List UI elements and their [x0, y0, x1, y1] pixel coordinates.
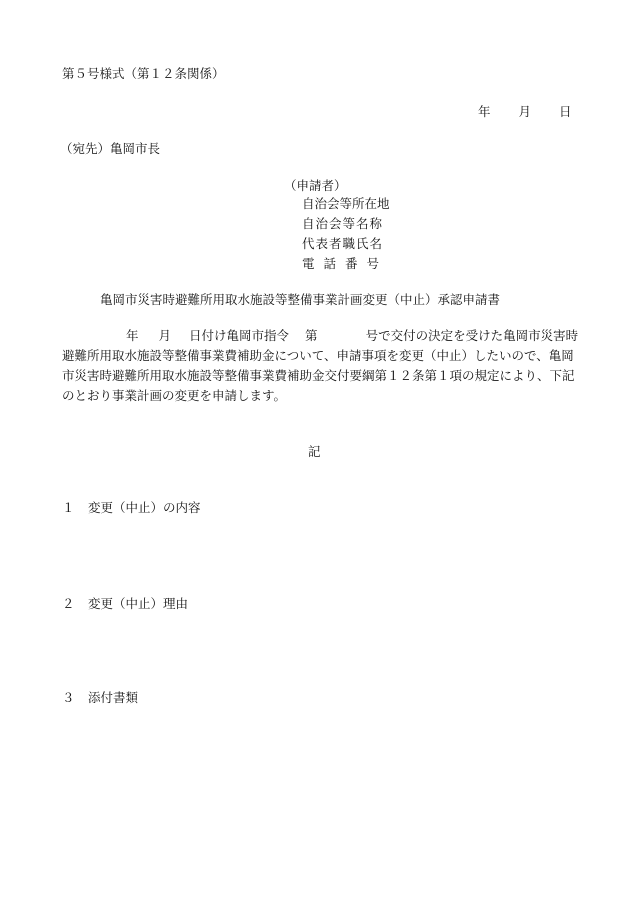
item-change-reason: [62, 596, 188, 612]
item-label: 添付書類: [88, 690, 139, 705]
body-month-label: 月: [158, 328, 172, 343]
form-number: 第５号様式（第１２条関係）: [62, 66, 225, 81]
body-main-text: 号で交付の決定を受けた亀岡市災害時避難所用取水施設等整備事業費補助金について、申請事項を変更（中止）したいので、亀岡市災害時避難所用取水施設等整備事業費補助金交付要綱第１２条第１項の規定により、下記のとおり事業計画の変更を申請します。: [62, 328, 579, 403]
applicant-phone-label: 電話番号: [302, 256, 389, 271]
item-change-content: [62, 500, 201, 516]
body-date-suffix: 日付け亀岡市指令: [189, 328, 290, 343]
date-year-label: 年: [478, 104, 491, 119]
body-paragraph: [62, 326, 580, 406]
applicant-address-label: 自治会等所在地: [302, 196, 390, 211]
item-number: １: [62, 500, 75, 515]
item-number: ３: [62, 690, 75, 705]
date-month-label: 月: [518, 104, 532, 119]
body-year-label: 年: [126, 328, 139, 343]
applicant-representative-label: 代表者職氏名: [302, 236, 384, 251]
date-line: [478, 104, 572, 120]
item-number: ２: [62, 596, 75, 611]
item-attachments: [62, 690, 138, 706]
applicant-heading: （申請者）: [284, 178, 347, 193]
document-title: 亀岡市災害時避難所用取水施設等整備事業計画変更（中止）承認申請書: [100, 292, 501, 307]
body-dai-label: 第: [305, 328, 318, 343]
date-day-label: 日: [559, 104, 572, 119]
applicant-org-name-label: 自治会等名称: [302, 216, 384, 231]
item-label: 変更（中止）理由: [88, 596, 189, 611]
addressee: （宛先）亀岡市長: [60, 141, 161, 156]
item-label: 変更（中止）の内容: [88, 500, 201, 515]
ki-heading: 記: [308, 444, 321, 459]
